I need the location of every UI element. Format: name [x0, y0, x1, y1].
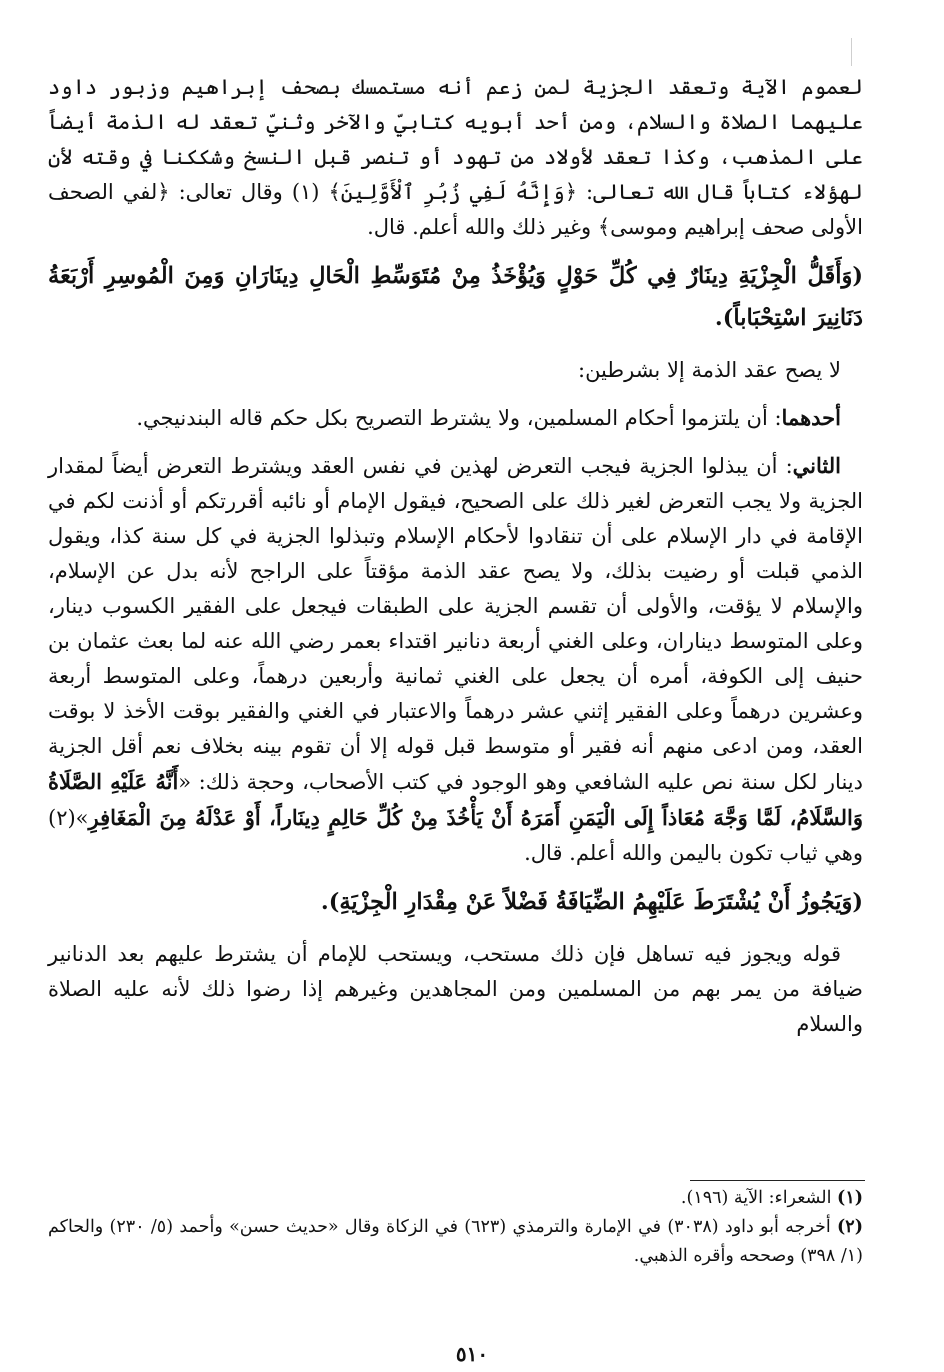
condition-second-text: : أن يبذلوا الجزية فيجب التعرض لهذين في نفس العقد ويشترط التعرض أيضاً لمقدار الجزية ولا يجب التعرض لغير ذلك على الصحيح، فيقول الإمام أو نائبه أقررتكم أو أذنت لكم في الإقامة في دار الإسلام على أن تنقادوا لأحكام الإسلام وتبذلوا الجزية في كل سنة كذا، ويقول الذمي قبلت أو رضيت بذلك، ولا يصح عقد الذمة مؤقتاً على الراجح لأنه بدل عن الإسلام، والإسلام لا يؤقت، والأولى أن تقسم الجزية على الطبقات فيجعل على الفقير الكسوب دينار، وعلى المتوسط ديناران، وعلى الغني أربعة دنانير اقتداء بعمر رضي الله عنه لما بعث عثمان بن حنيف إلى الكوفة، أمره أن يجعل على الغني ثمانية وأربعين درهماً، وعلى المتوسط أربعة وعشرين درهماً وعلى الفقير إثني عشر درهماً والاعتبار في الغني والفقير بوقت الأخذ لا بوقت العقد، ومن ادعى منهم أنه فقير أو متوسط قبل قوله إلا أن تقوم بينه بخلاف نعم أقل الجزية دينار لكل سنة نص عليه الشافعي وهو الوجود في كتب الأصحاب، وحجة ذلك: «	[48, 454, 863, 794]
matn-text-jizya-amount: (وَأَقَلُّ الْجِزْيَةِ دِينَارٌ فِي كُلِّ حَوْلٍ وَيُؤْخَذُ مِنْ مُتَوَسِّطِ الْحَالِ دِينَارَانِ وَمِنَ الْمُوسِرِ أَرْبَعَةُ دَنَانِيرَ اسْتِحْبَاباً).	[48, 263, 863, 331]
footnote-2-text: أخرجه أبو داود (٣٠٣٨) في الإمارة والترمذي (٦٢٣) في الزكاة وقال «حديث حسن» وأحمد (٥/ ٢٣٠) والحاكم (١/ ٣٩٨) وصححه وأقره الذهبي.	[48, 1217, 863, 1266]
page-body	[48, 70, 863, 1052]
paragraph-condition-second	[48, 448, 863, 871]
paragraph-condition-first	[48, 400, 863, 436]
page-number: ٥١٠	[455, 1342, 489, 1366]
hadith-quote: أَنَّهُ عَلَيْهِ الصَّلَاةُ وَالسَّلَامُ، لَمَّا وَجَّهَ مُعَاذاً إِلَى الْيَمَنِ أَمَرَهُ أَنْ يَأْخُذَ مِنْ كُلِّ حَالِمٍ دِينَاراً، أَوْ عَدْلَهُ مِنَ الْمَغَافِرِ	[48, 769, 863, 830]
footnote-separator	[690, 1180, 865, 1181]
matn-text-hospitality: (وَيَجُوزُ أَنْ يُشْتَرَطَ عَلَيْهِمُ الضِّيَافَةُ فَضْلاً عَنْ مِقْدَارِ الْجِزْيَةِ).	[320, 889, 863, 915]
paragraph-conditions-intro: لا يصح عقد الذمة إلا بشرطين:	[578, 358, 841, 382]
footnotes	[48, 1184, 863, 1271]
paragraph-commentary-1: لعموم الآية وتعقد الجزية لمن زعم أنه مستمسك بصحف إبراهيم وزبور داود عليهما الصلاة والسلام، ومن أحد أبويه كتابيّ والآخر وثنيّ تعقد له الذمة أيضاً على المذهب، وكذا تعقد لأولاد من تهود أو تنصر قبل النسخ وشككنا في وقته لأن لهؤلاء كتاباً قال الله تعالى: ﴿وَإِنَّهُ لَفِي زُبُرِ ٱلْأَوَّلِينَ﴾ (١) وقال تعالى: ﴿لفي الصحف الأولى صحف إبراهيم وموسى﴾ وغير ذلك والله أعلم. قال.	[48, 75, 863, 239]
footnote-1	[48, 1184, 863, 1213]
footnote-1-text: الشعراء: الآية (١٩٦).	[680, 1188, 838, 1208]
condition-second-tail: »(٢) وهي ثياب تكون باليمن والله أعلم. قال.	[48, 806, 863, 865]
scan-edge-line	[851, 38, 852, 66]
paragraph-commentary-hospitality: قوله ويجوز فيه تساهل فإن ذلك مستحب، ويستحب للإمام أن يشترط عليهم بعد الدنانير ضيافة من يمر بهم من المسلمين ومن المجاهدين وغيرهم إذا رضوا ذلك لأنه عليه الصلاة والسلام	[48, 942, 863, 1036]
footnote-2-number: (٢)	[837, 1217, 863, 1237]
condition-first-text: : أن يلتزموا أحكام المسلمين، ولا يشترط التصريح بكل حكم قاله البندنيجي.	[136, 406, 782, 430]
footnote-2	[48, 1213, 863, 1271]
footnote-1-number: (١)	[837, 1188, 863, 1208]
condition-first-label: أحدهما	[781, 405, 841, 430]
condition-second-label: الثاني	[792, 453, 841, 478]
